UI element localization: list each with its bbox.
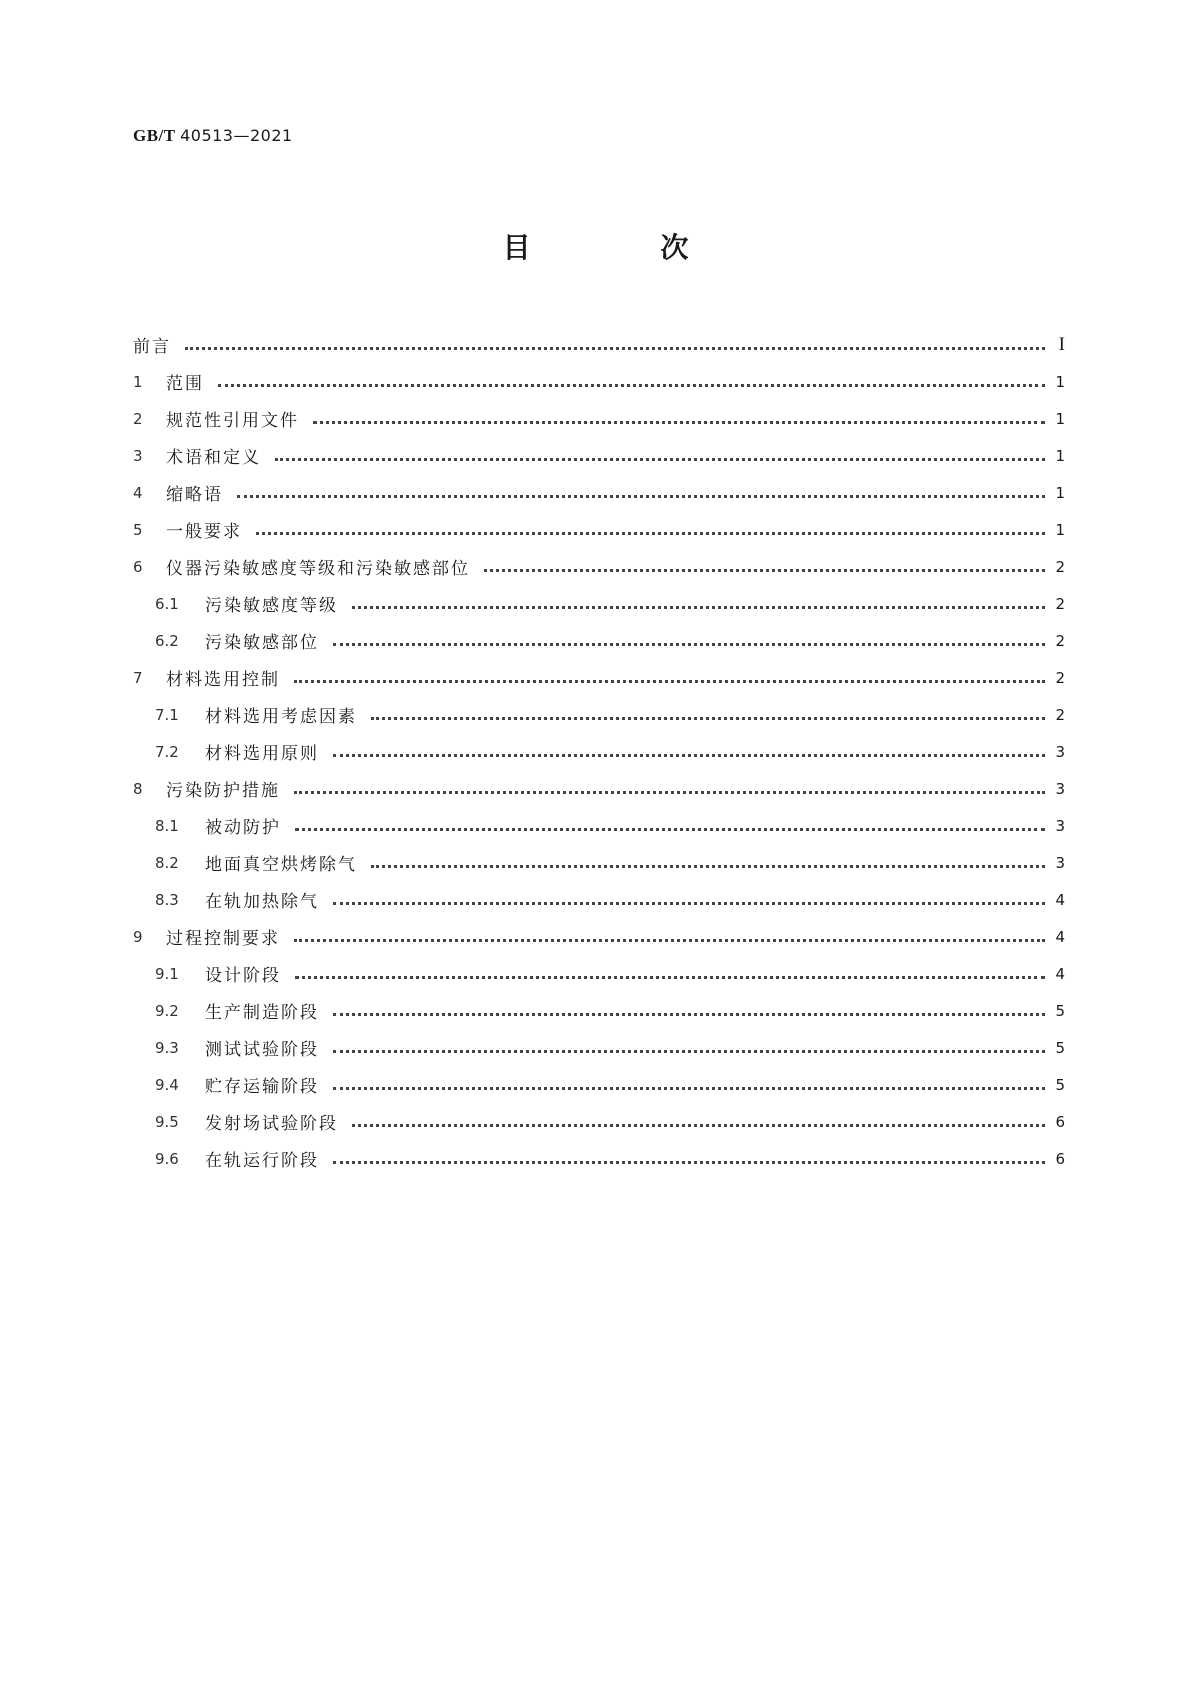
toc-entry-label: 被动防护 — [205, 818, 281, 838]
toc-dot-leader — [484, 568, 1045, 572]
toc-entry[interactable] — [133, 733, 1065, 770]
toc-entry-page: 6 — [1055, 1112, 1065, 1131]
toc-dot-leader — [352, 605, 1045, 609]
toc-dot-leader — [333, 901, 1045, 905]
toc-entry[interactable] — [133, 992, 1065, 1029]
toc-entry-number: 9.1 — [155, 964, 179, 983]
toc-entry-number: 1 — [133, 372, 143, 391]
toc-entry-page: 2 — [1055, 705, 1065, 724]
toc-dot-leader — [295, 975, 1045, 979]
toc-entry-page: 2 — [1055, 557, 1065, 576]
toc-entry-label: 术语和定义 — [166, 448, 261, 468]
toc-entry[interactable] — [133, 844, 1065, 881]
toc-entry-label: 污染敏感部位 — [205, 633, 319, 653]
toc-entry-label: 缩略语 — [166, 485, 223, 505]
toc-list — [133, 326, 1065, 1177]
toc-entry[interactable] — [133, 696, 1065, 733]
toc-dot-leader — [237, 494, 1045, 498]
toc-dot-leader — [333, 642, 1045, 646]
toc-entry-number: 9 — [133, 927, 143, 946]
document-code-prefix: GB/T — [133, 126, 176, 145]
toc-dot-leader — [294, 938, 1045, 942]
toc-entry-label: 过程控制要求 — [166, 929, 280, 949]
toc-dot-leader — [295, 827, 1045, 831]
toc-entry-number: 9.6 — [155, 1149, 179, 1168]
toc-entry[interactable] — [133, 1140, 1065, 1177]
toc-dot-leader — [256, 531, 1045, 535]
toc-dot-leader — [371, 864, 1045, 868]
toc-entry-page: 4 — [1055, 964, 1065, 983]
toc-entry-page: 4 — [1055, 927, 1065, 946]
toc-entry[interactable] — [133, 511, 1065, 548]
toc-dot-leader — [275, 457, 1045, 461]
document-code — [133, 126, 293, 146]
toc-entry[interactable] — [133, 585, 1065, 622]
toc-entry-label: 范围 — [166, 374, 204, 394]
toc-entry-page: 5 — [1055, 1001, 1065, 1020]
toc-entry-label: 污染敏感度等级 — [205, 596, 338, 616]
toc-entry-page: 5 — [1055, 1075, 1065, 1094]
toc-dot-leader — [352, 1123, 1045, 1127]
toc-entry-number: 2 — [133, 409, 143, 428]
toc-entry-page: 6 — [1055, 1149, 1065, 1168]
toc-entry-label: 前言 — [133, 337, 171, 357]
toc-entry[interactable] — [133, 807, 1065, 844]
toc-entry-label: 贮存运输阶段 — [205, 1077, 319, 1097]
toc-dot-leader — [333, 1049, 1045, 1053]
toc-dot-leader — [333, 1086, 1045, 1090]
toc-entry-number: 6.1 — [155, 594, 179, 613]
toc-entry-number: 8.2 — [155, 853, 179, 872]
toc-entry[interactable] — [133, 1066, 1065, 1103]
toc-entry-page: 1 — [1055, 520, 1065, 539]
toc-entry-number: 7 — [133, 668, 143, 687]
toc-entry-page: 3 — [1055, 779, 1065, 798]
toc-entry-label: 发射场试验阶段 — [205, 1114, 338, 1134]
toc-entry[interactable] — [133, 659, 1065, 696]
toc-entry-page: 5 — [1055, 1038, 1065, 1057]
toc-dot-leader — [333, 1012, 1045, 1016]
toc-dot-leader — [333, 1160, 1045, 1164]
toc-entry-label: 污染防护措施 — [166, 781, 280, 801]
toc-entry[interactable] — [133, 955, 1065, 992]
toc-entry-number: 6.2 — [155, 631, 179, 650]
toc-entry-page: 1 — [1055, 483, 1065, 502]
toc-entry[interactable] — [133, 474, 1065, 511]
toc-entry-page: 1 — [1055, 446, 1065, 465]
toc-entry-number: 8 — [133, 779, 143, 798]
toc-entry[interactable] — [133, 881, 1065, 918]
toc-entry[interactable] — [133, 437, 1065, 474]
toc-entry-number: 4 — [133, 483, 143, 502]
toc-entry-page: 1 — [1055, 372, 1065, 391]
toc-dot-leader — [313, 420, 1045, 424]
toc-entry-page: I — [1058, 333, 1065, 355]
toc-entry-page: 3 — [1055, 742, 1065, 761]
toc-entry-number: 3 — [133, 446, 143, 465]
toc-entry-label: 生产制造阶段 — [205, 1003, 319, 1023]
toc-entry-number: 9.3 — [155, 1038, 179, 1057]
toc-entry-label: 在轨运行阶段 — [205, 1151, 319, 1171]
toc-entry-label: 材料选用原则 — [205, 744, 319, 764]
toc-entry-number: 9.2 — [155, 1001, 179, 1020]
toc-entry-number: 8.1 — [155, 816, 179, 835]
toc-entry-label: 设计阶段 — [205, 966, 281, 986]
toc-entry-page: 1 — [1055, 409, 1065, 428]
toc-dot-leader — [218, 383, 1045, 387]
toc-entry[interactable] — [133, 622, 1065, 659]
toc-entry-label: 材料选用控制 — [166, 670, 280, 690]
toc-entry[interactable] — [133, 400, 1065, 437]
toc-entry-label: 规范性引用文件 — [166, 411, 299, 431]
toc-entry-label: 一般要求 — [166, 522, 242, 542]
toc-dot-leader — [294, 679, 1045, 683]
toc-title: 目 次 — [502, 231, 749, 264]
toc-entry-number: 7.2 — [155, 742, 179, 761]
toc-entry-page: 2 — [1055, 668, 1065, 687]
toc-entry[interactable] — [133, 1029, 1065, 1066]
toc-entry-label: 测试试验阶段 — [205, 1040, 319, 1060]
toc-entry-page: 3 — [1055, 853, 1065, 872]
toc-entry-number: 5 — [133, 520, 143, 539]
toc-dot-leader — [371, 716, 1045, 720]
toc-dot-leader — [185, 346, 1045, 350]
toc-entry-page: 2 — [1055, 594, 1065, 613]
toc-dot-leader — [294, 790, 1045, 794]
toc-dot-leader — [333, 753, 1045, 757]
toc-entry-number: 9.4 — [155, 1075, 179, 1094]
toc-entry[interactable] — [133, 548, 1065, 585]
toc-entry[interactable] — [133, 1103, 1065, 1140]
toc-entry-number: 6 — [133, 557, 143, 576]
toc-entry-page: 4 — [1055, 890, 1065, 909]
toc-entry[interactable] — [133, 326, 1065, 363]
toc-entry-number: 8.3 — [155, 890, 179, 909]
toc-entry-number: 7.1 — [155, 705, 179, 724]
toc-entry-label: 地面真空烘烤除气 — [205, 855, 357, 875]
toc-entry-page: 2 — [1055, 631, 1065, 650]
toc-entry-page: 3 — [1055, 816, 1065, 835]
toc-entry-label: 材料选用考虑因素 — [205, 707, 357, 727]
toc-entry-label: 仪器污染敏感度等级和污染敏感部位 — [166, 559, 470, 579]
toc-entry[interactable] — [133, 918, 1065, 955]
document-code-number: 40513—2021 — [180, 126, 293, 145]
toc-entry-number: 9.5 — [155, 1112, 179, 1131]
toc-entry-label: 在轨加热除气 — [205, 892, 319, 912]
toc-entry[interactable] — [133, 363, 1065, 400]
toc-entry[interactable] — [133, 770, 1065, 807]
